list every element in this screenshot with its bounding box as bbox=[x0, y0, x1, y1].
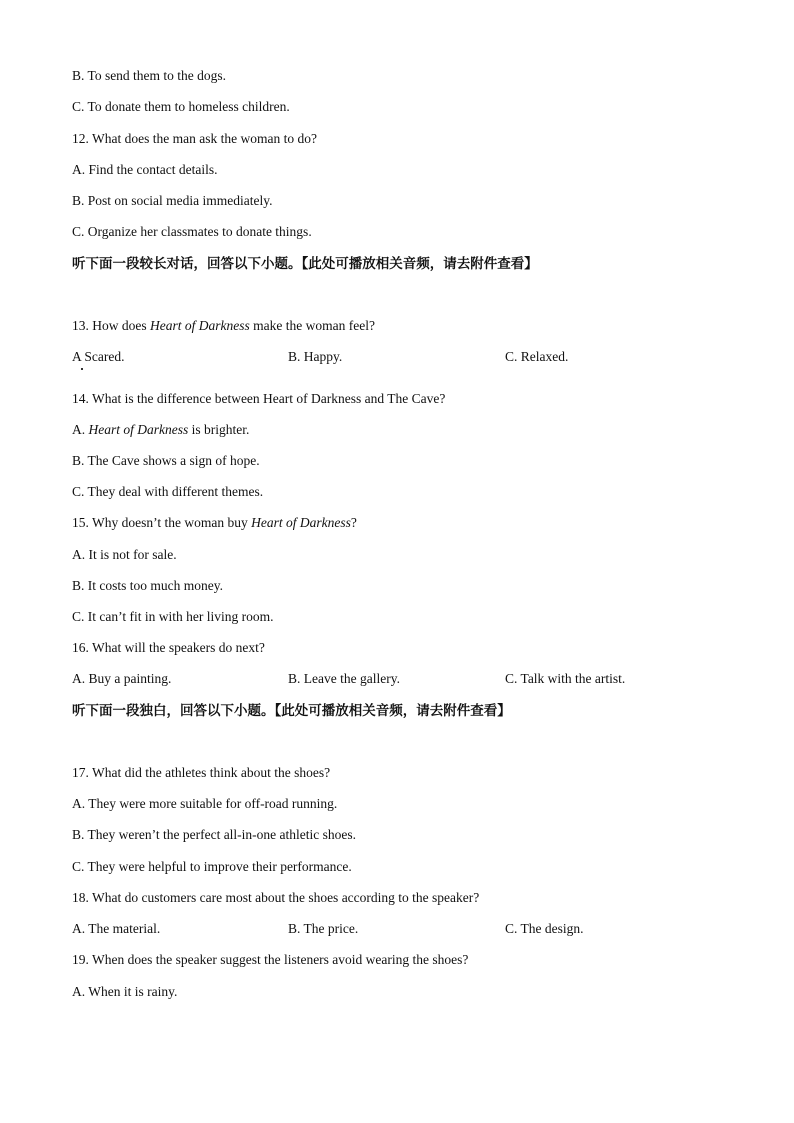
q14-option-b: B. The Cave shows a sign of hope. bbox=[72, 453, 260, 468]
q15-option-b: B. It costs too much money. bbox=[72, 578, 223, 593]
q13-options bbox=[72, 348, 722, 366]
q16-stem: 16. What will the speakers do next? bbox=[72, 640, 265, 655]
q17-stem: 17. What did the athletes think about the shoes? bbox=[72, 765, 331, 780]
q14-option-a: A. Heart of Darkness is brighter. bbox=[72, 422, 250, 437]
q13-title-italic: Heart of Darkness bbox=[150, 318, 250, 333]
q13-option-c: C. Relaxed. bbox=[505, 349, 569, 364]
q15-stem: 15. Why doesn’t the woman buy Heart of Darkness? bbox=[72, 515, 357, 530]
q12-stem: 12. What does the man ask the woman to do? bbox=[72, 131, 317, 146]
q16-option-c: C. Talk with the artist. bbox=[505, 671, 626, 686]
q15-option-c: C. It can’t fit in with her living room. bbox=[72, 609, 274, 624]
instruction-dialogue: 听下面一段较长对话，回答以下小题。【此处可播放相关音频，请去附件查看】 bbox=[72, 256, 538, 272]
q15-title-italic: Heart of Darkness bbox=[251, 515, 351, 530]
q18-options bbox=[72, 920, 722, 938]
q16-option-b: B. Leave the gallery. bbox=[288, 671, 400, 686]
q12-option-b: B. Post on social media immediately. bbox=[72, 193, 273, 208]
q19-stem: 19. When does the speaker suggest the listeners avoid wearing the shoes? bbox=[72, 952, 469, 967]
q18-option-b: B. The price. bbox=[288, 921, 359, 936]
q13-option-a: A Scared. bbox=[72, 349, 125, 364]
q15-option-a: A. It is not for sale. bbox=[72, 547, 177, 562]
q18-stem: 18. What do customers care most about the shoes according to the speaker? bbox=[72, 890, 480, 905]
q13-option-b: B. Happy. bbox=[288, 349, 343, 364]
q19-option-a: A. When it is rainy. bbox=[72, 984, 178, 999]
q17-option-b: B. They weren’t the perfect all-in-one athletic shoes. bbox=[72, 827, 357, 842]
q12-option-a: A. Find the contact details. bbox=[72, 162, 218, 177]
instruction-monologue: 听下面一段独白，回答以下小题。【此处可播放相关音频，请去附件查看】 bbox=[72, 703, 511, 719]
q13-stem: 13. How does Heart of Darkness make the woman feel? bbox=[72, 318, 375, 333]
stray-dot bbox=[81, 368, 83, 370]
q16-options bbox=[72, 670, 722, 688]
q18-option-c: C. The design. bbox=[505, 921, 584, 936]
q11-option-b: B. To send them to the dogs. bbox=[72, 68, 227, 83]
q17-option-c: C. They were helpful to improve their performance. bbox=[72, 859, 352, 874]
q14-option-c: C. They deal with different themes. bbox=[72, 484, 264, 499]
q16-option-a: A. Buy a painting. bbox=[72, 671, 172, 686]
q12-option-c: C. Organize her classmates to donate things. bbox=[72, 224, 312, 239]
q14-stem: 14. What is the difference between Heart of Darkness and The Cave? bbox=[72, 391, 446, 406]
q17-option-a: A. They were more suitable for off-road running. bbox=[72, 796, 338, 811]
q11-option-c: C. To donate them to homeless children. bbox=[72, 99, 290, 114]
q14-title-italic: Heart of Darkness bbox=[88, 422, 189, 437]
q18-option-a: A. The material. bbox=[72, 921, 161, 936]
